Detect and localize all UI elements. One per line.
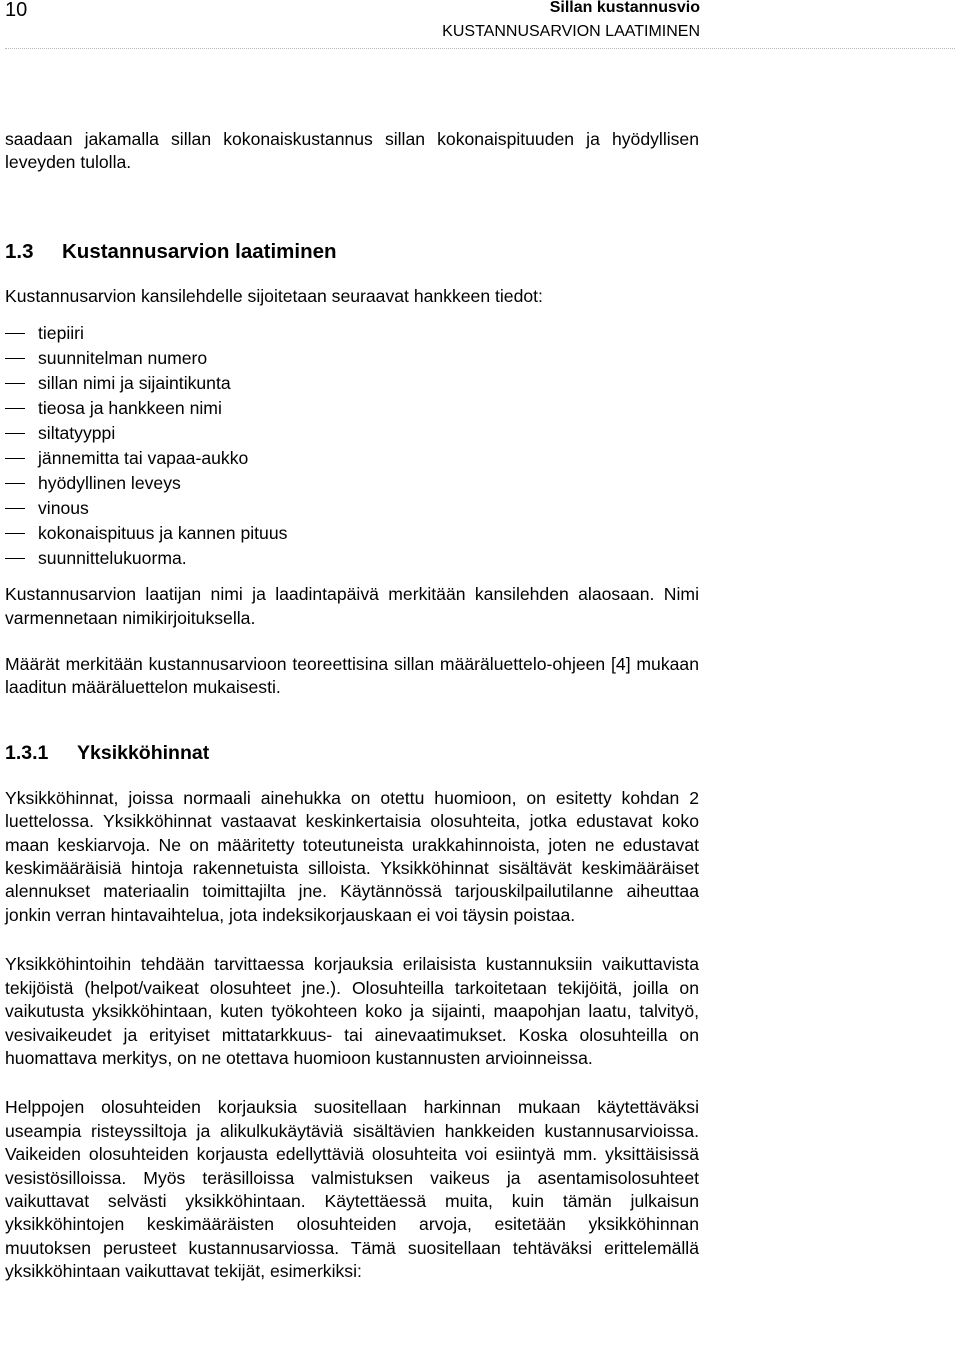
dash-bullet-icon <box>5 408 25 409</box>
quantities-paragraph: Määrät merkitään kustannusarvioon teoreettisina sillan määräluettelo-ohjeen [4] mukaan laaditun määräluettelon mukaisesti. <box>5 654 699 698</box>
dash-bullet-icon <box>5 558 25 559</box>
list-item-label: tieosa ja hankkeen nimi <box>38 398 222 419</box>
list-item <box>5 371 699 396</box>
header-rule <box>5 48 955 49</box>
list-item-label: suunnitelman numero <box>38 348 208 369</box>
dash-bullet-icon <box>5 533 25 534</box>
running-header-subtitle: KUSTANNUSARVION LAATIMINEN <box>442 23 700 40</box>
cover-info-list <box>5 321 699 571</box>
page-number: 10 <box>5 0 28 21</box>
list-item-label: jännemitta tai vapaa-aukko <box>38 448 249 469</box>
page-content <box>5 128 699 1284</box>
list-item <box>5 396 699 421</box>
list-item <box>5 521 699 546</box>
list-item <box>5 546 699 571</box>
dash-bullet-icon <box>5 483 25 484</box>
subsection-number: 1.3.1 <box>5 741 49 764</box>
list-item-label: hyödyllinen leveys <box>38 473 181 494</box>
dash-bullet-icon <box>5 383 25 384</box>
dash-bullet-icon <box>5 508 25 509</box>
easy-conditions-paragraph: Helppojen olosuhteiden korjauksia suositellaan harkinnan mukaan käytettäväksi useampia risteyssiltoja ja alikulkukäytäviä sisältävien hankkeiden kustannusarvioissa. Vaikeiden olosuhteiden korjausta edellyttäviä olosuhteita voi esiintyä mm. yksittäisissä vesistösilloissa. Myös teräsilloissa valmistuksen vaikeus ja asentamisolosuhteet vaikuttavat selvästi yksikköhintaan. Käytettäessä muita, kuin tämän julkaisun yksikköhintojen keskimääräisten olosuhteiden arvoja, esitetään yksikköhinnan muutoksen perusteet kustannusarviossa. Tämä suositellaan tehtäväksi erittelemällä yksikköhintaan vaikuttavat tekijät, esimerkiksi: <box>5 1097 699 1282</box>
corrections-paragraph: Yksikköhintoihin tehdään tarvittaessa korjauksia erilaisista kustannuksiin vaikuttavista tekijöistä (helpot/vaikeat olosuhteet jne.). Olosuhteilla tarkoitetaan tekijöitä, joilla on vaikutusta yksikköhintaan, kuten työkohteen koko ja sijainti, maapohjan laatu, talvityö, vesivaikeudet ja erityiset mittatarkkuus- tai ainevaatimukset. Koska olosuhteilla on huomattava merkitys, on ne otettava huomioon kustannusten arvioinneissa. <box>5 954 699 1068</box>
unit-prices-paragraph: Yksikköhinnat, joissa normaali ainehukka on otettu huomioon, on esitetty kohdan 2 luettelossa. Yksikköhinnat vastaavat keskinkertaisia olosuhteita, jotka edustavat koko maan keskiarvoja. Ne on määritetty toteutuneista urakkahinnoista, joten ne edustavat keskimääräisiä hintoja rakennetuista silloista. Yksikköhinnat sisältävät keskimääräiset alennukset materiaalin toimittajilta jne. Käytännössä tarjouskilpailutilanne aiheuttaa jonkin verran hintavaihtelua, jota indeksikorjauskaan ei voi täysin poistaa. <box>5 787 699 925</box>
list-item <box>5 471 699 496</box>
section-heading-1-3-1 <box>5 740 699 766</box>
list-item-label: siltatyyppi <box>38 423 116 444</box>
running-header <box>442 0 700 44</box>
section-lead-paragraph: Kustannusarvion kansilehdelle sijoitetaan seuraavat hankkeen tiedot: <box>5 285 543 306</box>
list-item <box>5 421 699 446</box>
list-item <box>5 496 699 521</box>
list-item <box>5 321 699 346</box>
author-paragraph: Kustannusarvion laatijan nimi ja laadintapäivä merkitään kansilehden alaosaan. Nimi varmennetaan nimikirjoituksella. <box>5 584 699 628</box>
list-item-label: vinous <box>38 498 89 519</box>
list-item-label: kokonaispituus ja kannen pituus <box>38 523 288 544</box>
section-heading-1-3 <box>5 239 699 265</box>
list-item <box>5 446 699 471</box>
subsection-title: Yksikköhinnat <box>77 741 210 764</box>
dash-bullet-icon <box>5 333 25 334</box>
list-item-label: sillan nimi ja sijaintikunta <box>38 373 231 394</box>
section-title: Kustannusarvion laatiminen <box>62 239 337 263</box>
intro-paragraph: saadaan jakamalla sillan kokonaiskustannus sillan kokonaispituuden ja hyödyllisen leveyden tulolla. <box>5 129 699 173</box>
dash-bullet-icon <box>5 358 25 359</box>
list-item-label: tiepiiri <box>38 323 84 344</box>
dash-bullet-icon <box>5 433 25 434</box>
section-number: 1.3 <box>5 239 34 263</box>
list-item <box>5 346 699 371</box>
running-header-title: Sillan kustannusvio <box>549 0 700 16</box>
list-item-label: suunnittelukuorma. <box>38 548 187 569</box>
dash-bullet-icon <box>5 458 25 459</box>
